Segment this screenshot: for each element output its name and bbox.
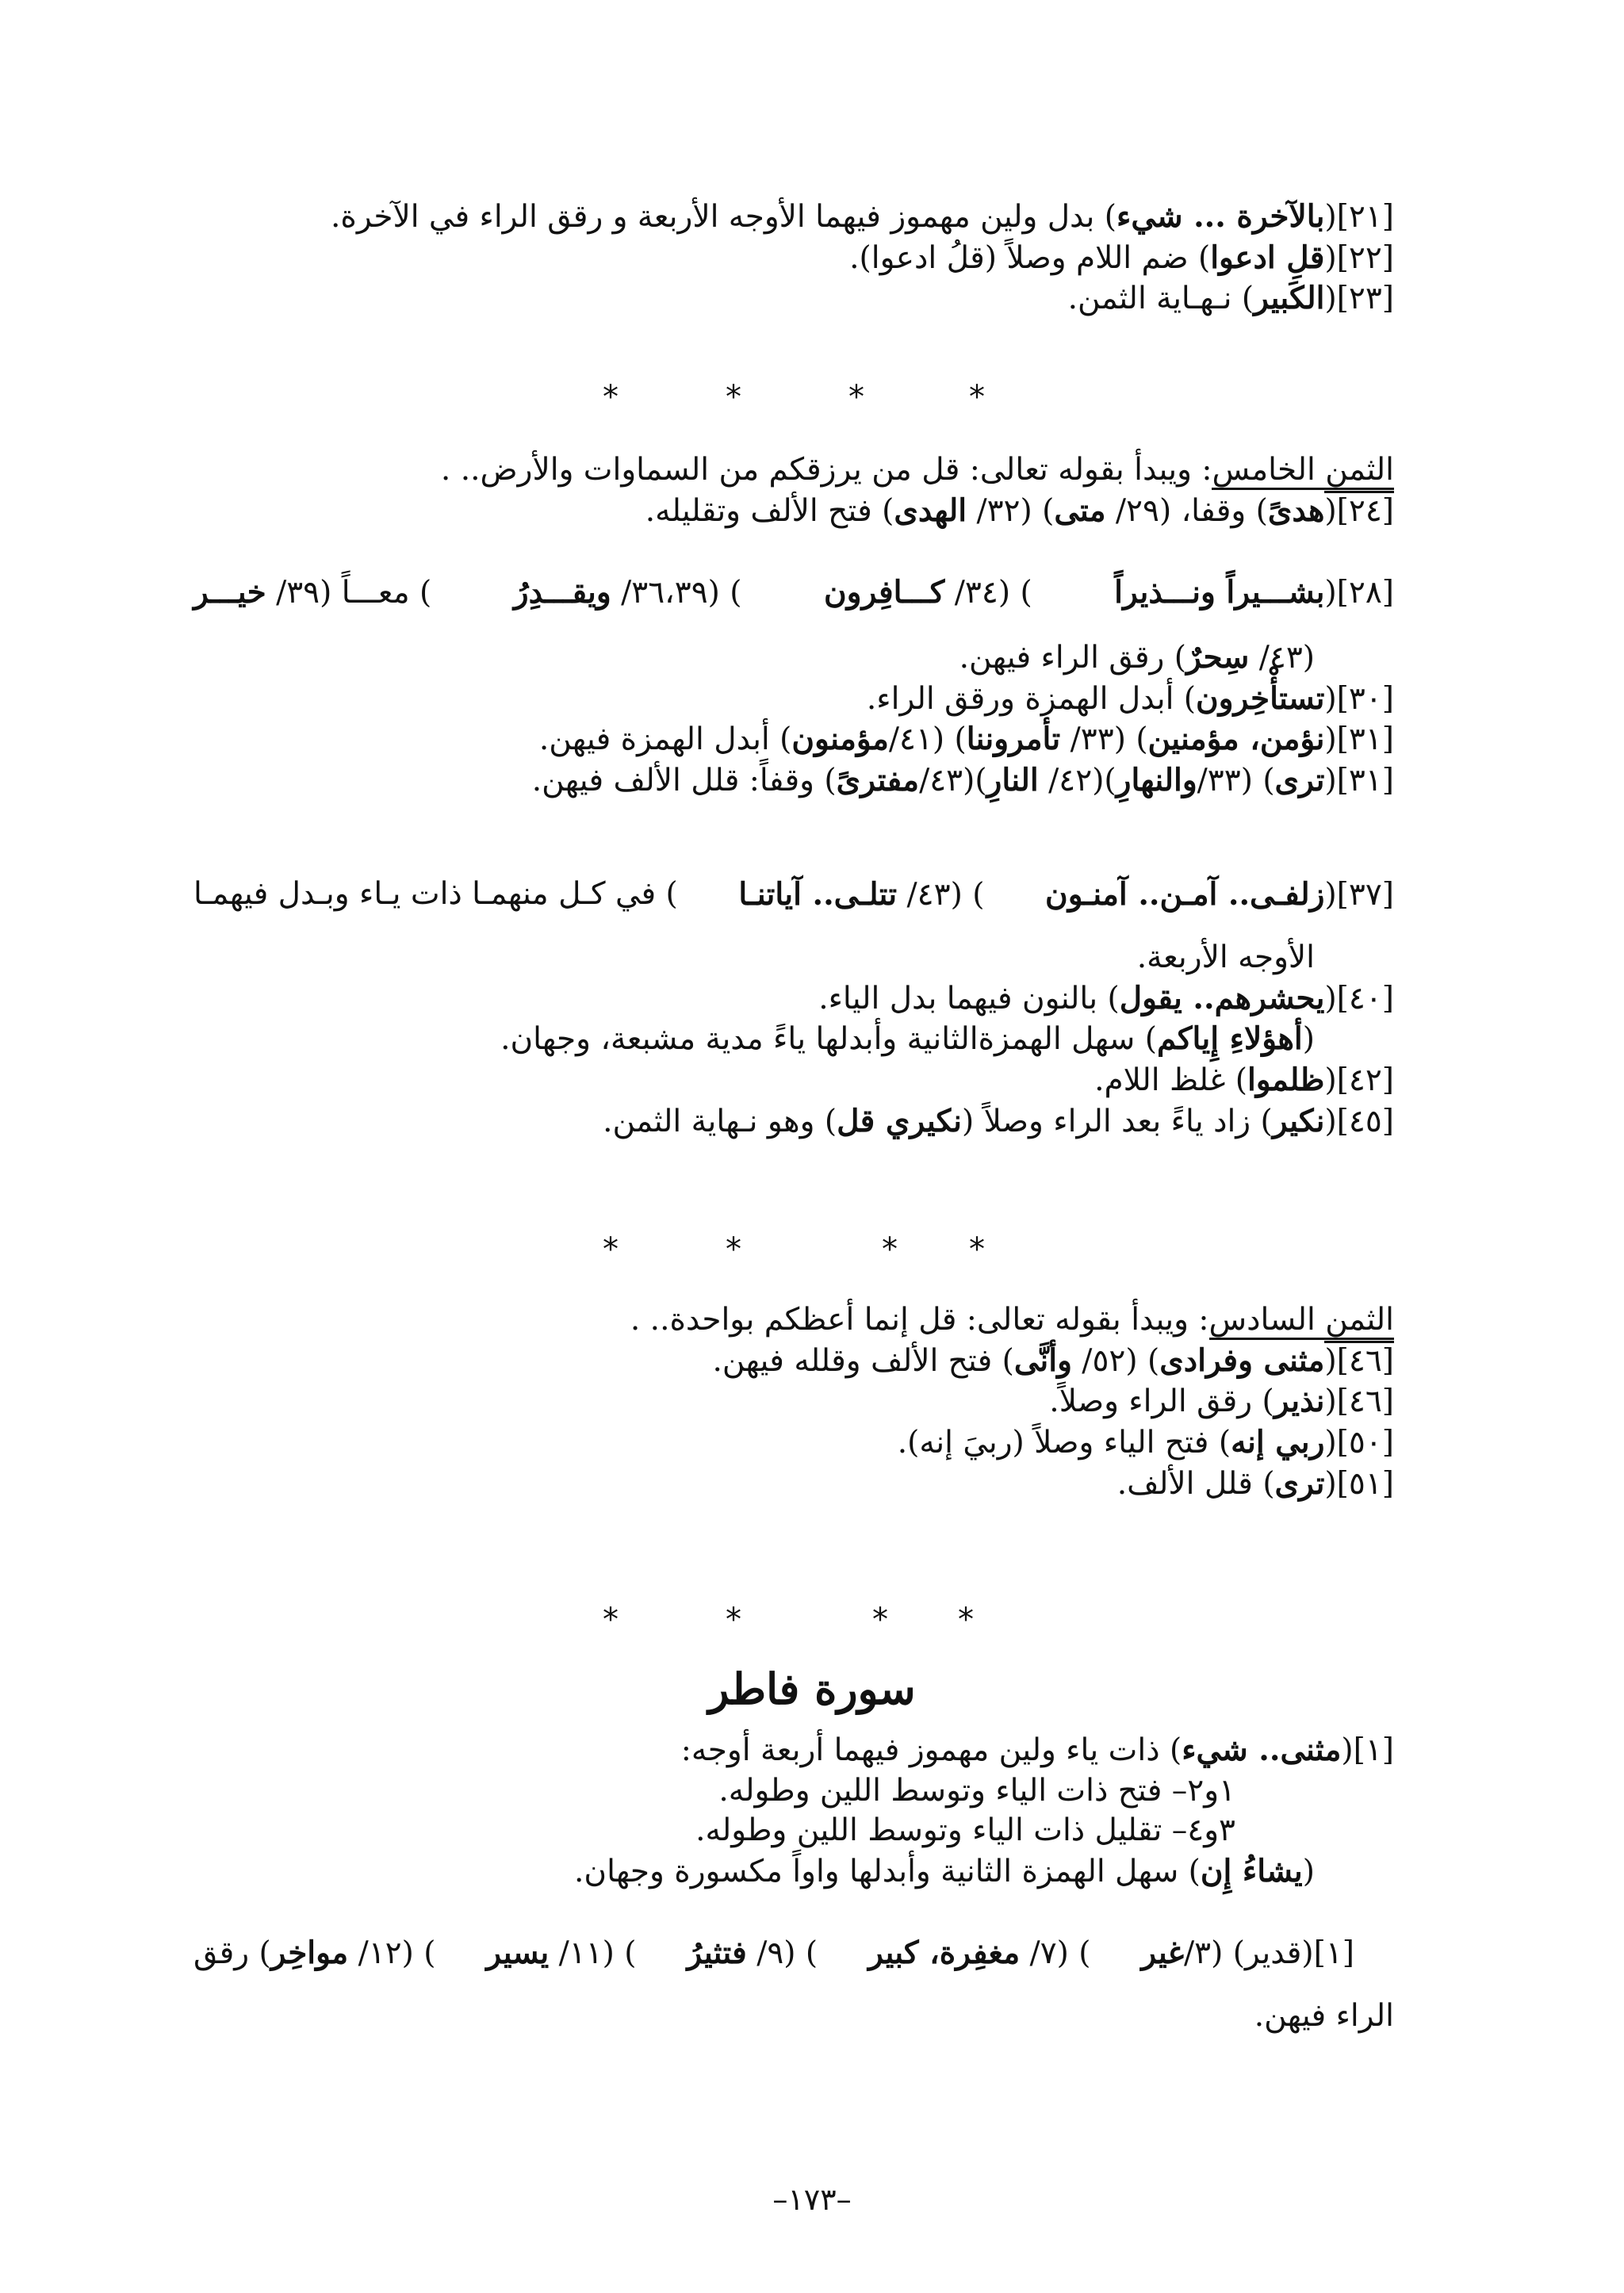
entry-word: وأنَّى: [1013, 1342, 1072, 1379]
entry-ref: [٤٥](: [1324, 1103, 1394, 1139]
entry-text: ) (٩/: [746, 1935, 818, 1971]
entry-ref: [٤٦](: [1324, 1384, 1394, 1420]
entry-text: )(٤٣/: [919, 763, 987, 799]
section-fifth-eighth: [205, 450, 1394, 531]
entry-1b-part-1: [1141, 1935, 1354, 1971]
entry-1b-part-5: [193, 1935, 435, 1971]
section-heading: [205, 1300, 1394, 1341]
entry-ref: [٢٢](: [1324, 239, 1394, 276]
star: *: [726, 1231, 741, 1268]
entry-rule: ) رقق الراء وصلاً.: [1049, 1384, 1274, 1420]
entry-ref: [١](: [1341, 1732, 1394, 1768]
entry-22: [205, 238, 1394, 279]
entry-1b-cont: الراء فيهن.: [1254, 1998, 1394, 2034]
entry-word: تتلـى.. آياتنـا: [738, 876, 898, 913]
entry-word: بشـــيراً ونـــذيراً: [1114, 574, 1325, 611]
entry-word: ويقـــدِرُ: [513, 574, 611, 611]
entry-ref: [٣٧](: [1324, 877, 1394, 913]
entry-word: النارِ: [986, 762, 1039, 799]
entry-word: مثنى.. شيء: [1182, 1732, 1342, 1768]
heading-text: : ويبدأ بقوله تعالى: قل إنما أعظكم بواحدة.. .: [630, 1302, 1209, 1338]
section-fifth-eighth-end: [205, 938, 1394, 1142]
entry-ref: [٢٣](: [1324, 281, 1394, 317]
entry-30: [205, 679, 1394, 720]
entry-word: تستأْخِرون: [1196, 679, 1325, 717]
entry-40-sub: [205, 1019, 1315, 1060]
star: *: [882, 1231, 898, 1268]
entry-1-sub: [205, 1851, 1315, 1893]
entry-word: زلفـى.. آمـن.. آمنـون: [1045, 876, 1325, 913]
entry-word: مؤمنون: [791, 721, 889, 758]
entry-ref: [٣١](: [1324, 763, 1394, 799]
entry-text: ) (١١/: [549, 1935, 637, 1971]
entry-37-cont: الأوجه الأربعة.: [1136, 940, 1315, 975]
entry-word: متى: [1054, 492, 1106, 529]
entry-word: ظلموا: [1247, 1062, 1325, 1099]
entry-text: ) وقفا، (٢٩/: [1105, 492, 1268, 529]
entry-37-part-2: [738, 876, 984, 913]
page-number: –١٧٣–: [772, 2182, 852, 2217]
entry-rule: ) فتح الألف وقلله فيهن.: [712, 1342, 1014, 1379]
entry-text: ) (٥٢/: [1071, 1342, 1160, 1379]
entry-text: ) (١٢/: [348, 1935, 436, 1971]
entry-23: [205, 278, 1394, 320]
entry-word: قلِ ادعوا: [1210, 239, 1325, 276]
star: *: [603, 1602, 619, 1638]
entry-ref: [١](قدير) (٣/: [1183, 1935, 1354, 1971]
entry-42: [205, 1060, 1394, 1101]
heading-text: : ويبدأ بقوله تعالى: قل من يرزقكم من السماوات والأرض.. .: [440, 452, 1212, 488]
section-fifth-eighth-cont: [205, 637, 1394, 802]
entry-ref: [٣١](: [1324, 722, 1394, 758]
entry-ref: [٥١](: [1324, 1465, 1394, 1502]
entry-ref: [٣٠](: [1324, 680, 1394, 717]
entry-word: يسير: [486, 1935, 550, 1971]
entry-word: مغفِرة، كبير: [868, 1935, 1021, 1971]
entry-text: ) (٣٣/: [1197, 763, 1275, 799]
entry-37-part-1: [1045, 876, 1394, 913]
entry-text: (: [1302, 1854, 1315, 1890]
star: *: [603, 379, 619, 415]
entry-word: الهدى: [894, 492, 967, 529]
star: *: [958, 1602, 974, 1638]
entry-1-option-1: ١و٢– فتح ذات الياء وتوسط اللين وطوله.: [718, 1772, 1235, 1809]
entry-word: مفترىً: [836, 762, 920, 799]
entry-word: فتثيرُ: [687, 1935, 747, 1971]
entry-1b-cont-wrap: [205, 1996, 1394, 2037]
entry-text: )(٤٢/: [1038, 763, 1116, 799]
entry-text: (: [1302, 1021, 1315, 1058]
entry-45: [205, 1101, 1394, 1143]
entry-text: ) (٤١/: [888, 722, 967, 758]
entry-word: أهؤلاءِ إِياكم: [1156, 1020, 1303, 1058]
entry-word: مثنى وفرادى: [1159, 1342, 1325, 1379]
entry-ref: [٢٨](: [1324, 575, 1394, 611]
entry-word: والنهارِ: [1116, 762, 1197, 799]
star: *: [969, 379, 985, 415]
entry-rule: ) سهل الهمزةالثانية وأبدلها ياءً مدية مشبعة، وجهان.: [500, 1021, 1157, 1058]
entry-1-option-2: ٣و٤– تقليل ذات الياء وتوسط اللين وطوله.: [695, 1813, 1235, 1849]
entry-text: ) (٤٣/: [897, 877, 985, 913]
entry-50: [205, 1422, 1394, 1464]
heading-label: الثمن السادس: [1209, 1302, 1395, 1340]
entry-28-part-3: [514, 574, 742, 611]
entry-word: تأمروننا: [966, 721, 1061, 758]
entry-51: [205, 1464, 1394, 1505]
entry-24: [205, 491, 1394, 532]
section-surah-fatir: [205, 1730, 1394, 1893]
entry-word: ربي إنه: [1231, 1424, 1325, 1461]
entry-46b: [205, 1381, 1394, 1422]
entry-word: غير: [1141, 1935, 1184, 1971]
entry-word: بالآخرة ... شيء: [1116, 198, 1325, 235]
entry-word: كـــافِرون: [824, 574, 945, 611]
entry-word: نؤمن، مؤمنين: [1147, 721, 1325, 758]
entry-word: هدىً: [1267, 492, 1325, 529]
entry-word: ترى: [1274, 762, 1325, 799]
entry-28-cont: [205, 637, 1315, 679]
entry-rule: ) وقفاً: قلل الألف فيهن.: [531, 763, 837, 799]
entry-rule: ) رقق الراء فيهن.: [959, 640, 1186, 676]
entry-40: [205, 978, 1394, 1020]
star: *: [848, 379, 864, 415]
entry-1b-part-2: [868, 1935, 1091, 1971]
entry-word: يشاءُ إِن: [1200, 1853, 1303, 1890]
entry-rule: ) فتح الألف وتقليله.: [645, 492, 894, 529]
entry-text: ) (٣٣/: [1060, 722, 1148, 758]
entry-rule: ) نـهـاية الثمن.: [1067, 281, 1254, 317]
entry-ref: [٥٠](: [1324, 1425, 1394, 1461]
entry-rule: ) فتح الياء وصلاً (ربيَ إنه).: [897, 1425, 1231, 1461]
entry-text: ) (٧/: [1020, 1935, 1091, 1971]
section-sixth-eighth: [205, 1300, 1394, 1504]
entry-word: نكيري قل: [837, 1102, 963, 1139]
entry-ref: [٢٤](: [1324, 491, 1394, 529]
entry-rule: ) أبدل الهمزة ورقق الراء.: [866, 680, 1197, 717]
entry-word: ترى: [1274, 1464, 1325, 1502]
entry-rule: ) غلظ اللام.: [1094, 1062, 1247, 1099]
entry-word: نكير: [1272, 1102, 1325, 1139]
star: *: [603, 1231, 619, 1268]
entry-1b-part-3: [687, 1935, 818, 1971]
surah-title: سورة فاطر: [708, 1663, 916, 1714]
entry-word: مواخِر: [270, 1935, 349, 1971]
heading-label: الثمن الخامس: [1212, 452, 1394, 490]
entry-rule: ) ضم اللام وصلاً (قلُ ادعوا).: [849, 239, 1211, 276]
entry-rule: ) قلل الألف.: [1116, 1465, 1275, 1502]
entry-37: [193, 876, 1394, 913]
entry-31b: [205, 760, 1394, 802]
entry-31a: [205, 719, 1394, 760]
star: *: [726, 379, 741, 415]
entry-word: نذير: [1274, 1383, 1325, 1420]
entry-37-rule: ) في كـل منهمـا ذات يـاء وبـدل فيهمـا: [193, 876, 678, 912]
entry-rule: ) ذات ياء ولين مهموز فيهما أربعة أوجه:: [680, 1732, 1182, 1768]
entry-28-part-4: [193, 574, 431, 611]
entry-rule: ) أبدل الهمزة فيهن.: [538, 722, 792, 758]
entry-rule: ) سهل الهمزة الثانية وأبدلها واواً مكسورة وجهان.: [574, 1854, 1201, 1890]
entry-1a: [205, 1730, 1394, 1771]
star: *: [969, 1231, 985, 1268]
entry-ref: [٤٢](: [1324, 1062, 1394, 1099]
entry-text: ) رقق: [193, 1935, 271, 1971]
entry-text: ) زاد ياءً بعد الراء وصلاً (: [962, 1103, 1273, 1139]
entry-text: ) (٣٦،٣٩/: [611, 575, 742, 611]
entry-28-part-2: [824, 574, 1032, 611]
section-heading: [205, 450, 1394, 491]
entry-1b-part-4: [486, 1935, 636, 1971]
entry-rule: ) وهو نـهاية الثمن.: [603, 1103, 837, 1139]
entry-1b: [193, 1935, 1354, 1971]
entry-text: ) معـــاً (٣٩/: [266, 575, 432, 611]
star: *: [872, 1602, 888, 1638]
entry-28-part-1: [1114, 574, 1394, 611]
entry-rule: ) بالنون فيهما بدل الياء.: [818, 980, 1120, 1016]
entry-ref: [٤٠](: [1324, 980, 1394, 1016]
entry-word: يحشرهم.. يقول: [1119, 979, 1325, 1016]
entry-rule: ) بدل ولين مهموز فيهما الأوجه الأربعة و رقق الراء في الآخرة.: [331, 199, 1116, 235]
entry-word: سِحرٌ: [1185, 639, 1250, 676]
entry-text: ) (٣٢/: [967, 492, 1055, 529]
section-intro: [205, 197, 1394, 320]
entry-text: (٤٣/: [1249, 640, 1315, 676]
entry-46a: [205, 1341, 1394, 1382]
entry-ref: [٢١](: [1324, 199, 1394, 235]
entry-21: [205, 197, 1394, 238]
entry-text: ) (٣٤/: [944, 575, 1032, 611]
entry-ref: [٤٦](: [1324, 1341, 1394, 1379]
entry-28: [193, 574, 1394, 611]
entry-word: خيـــر: [193, 574, 266, 611]
star: *: [726, 1602, 741, 1638]
entry-word: الكَبير: [1254, 280, 1325, 317]
